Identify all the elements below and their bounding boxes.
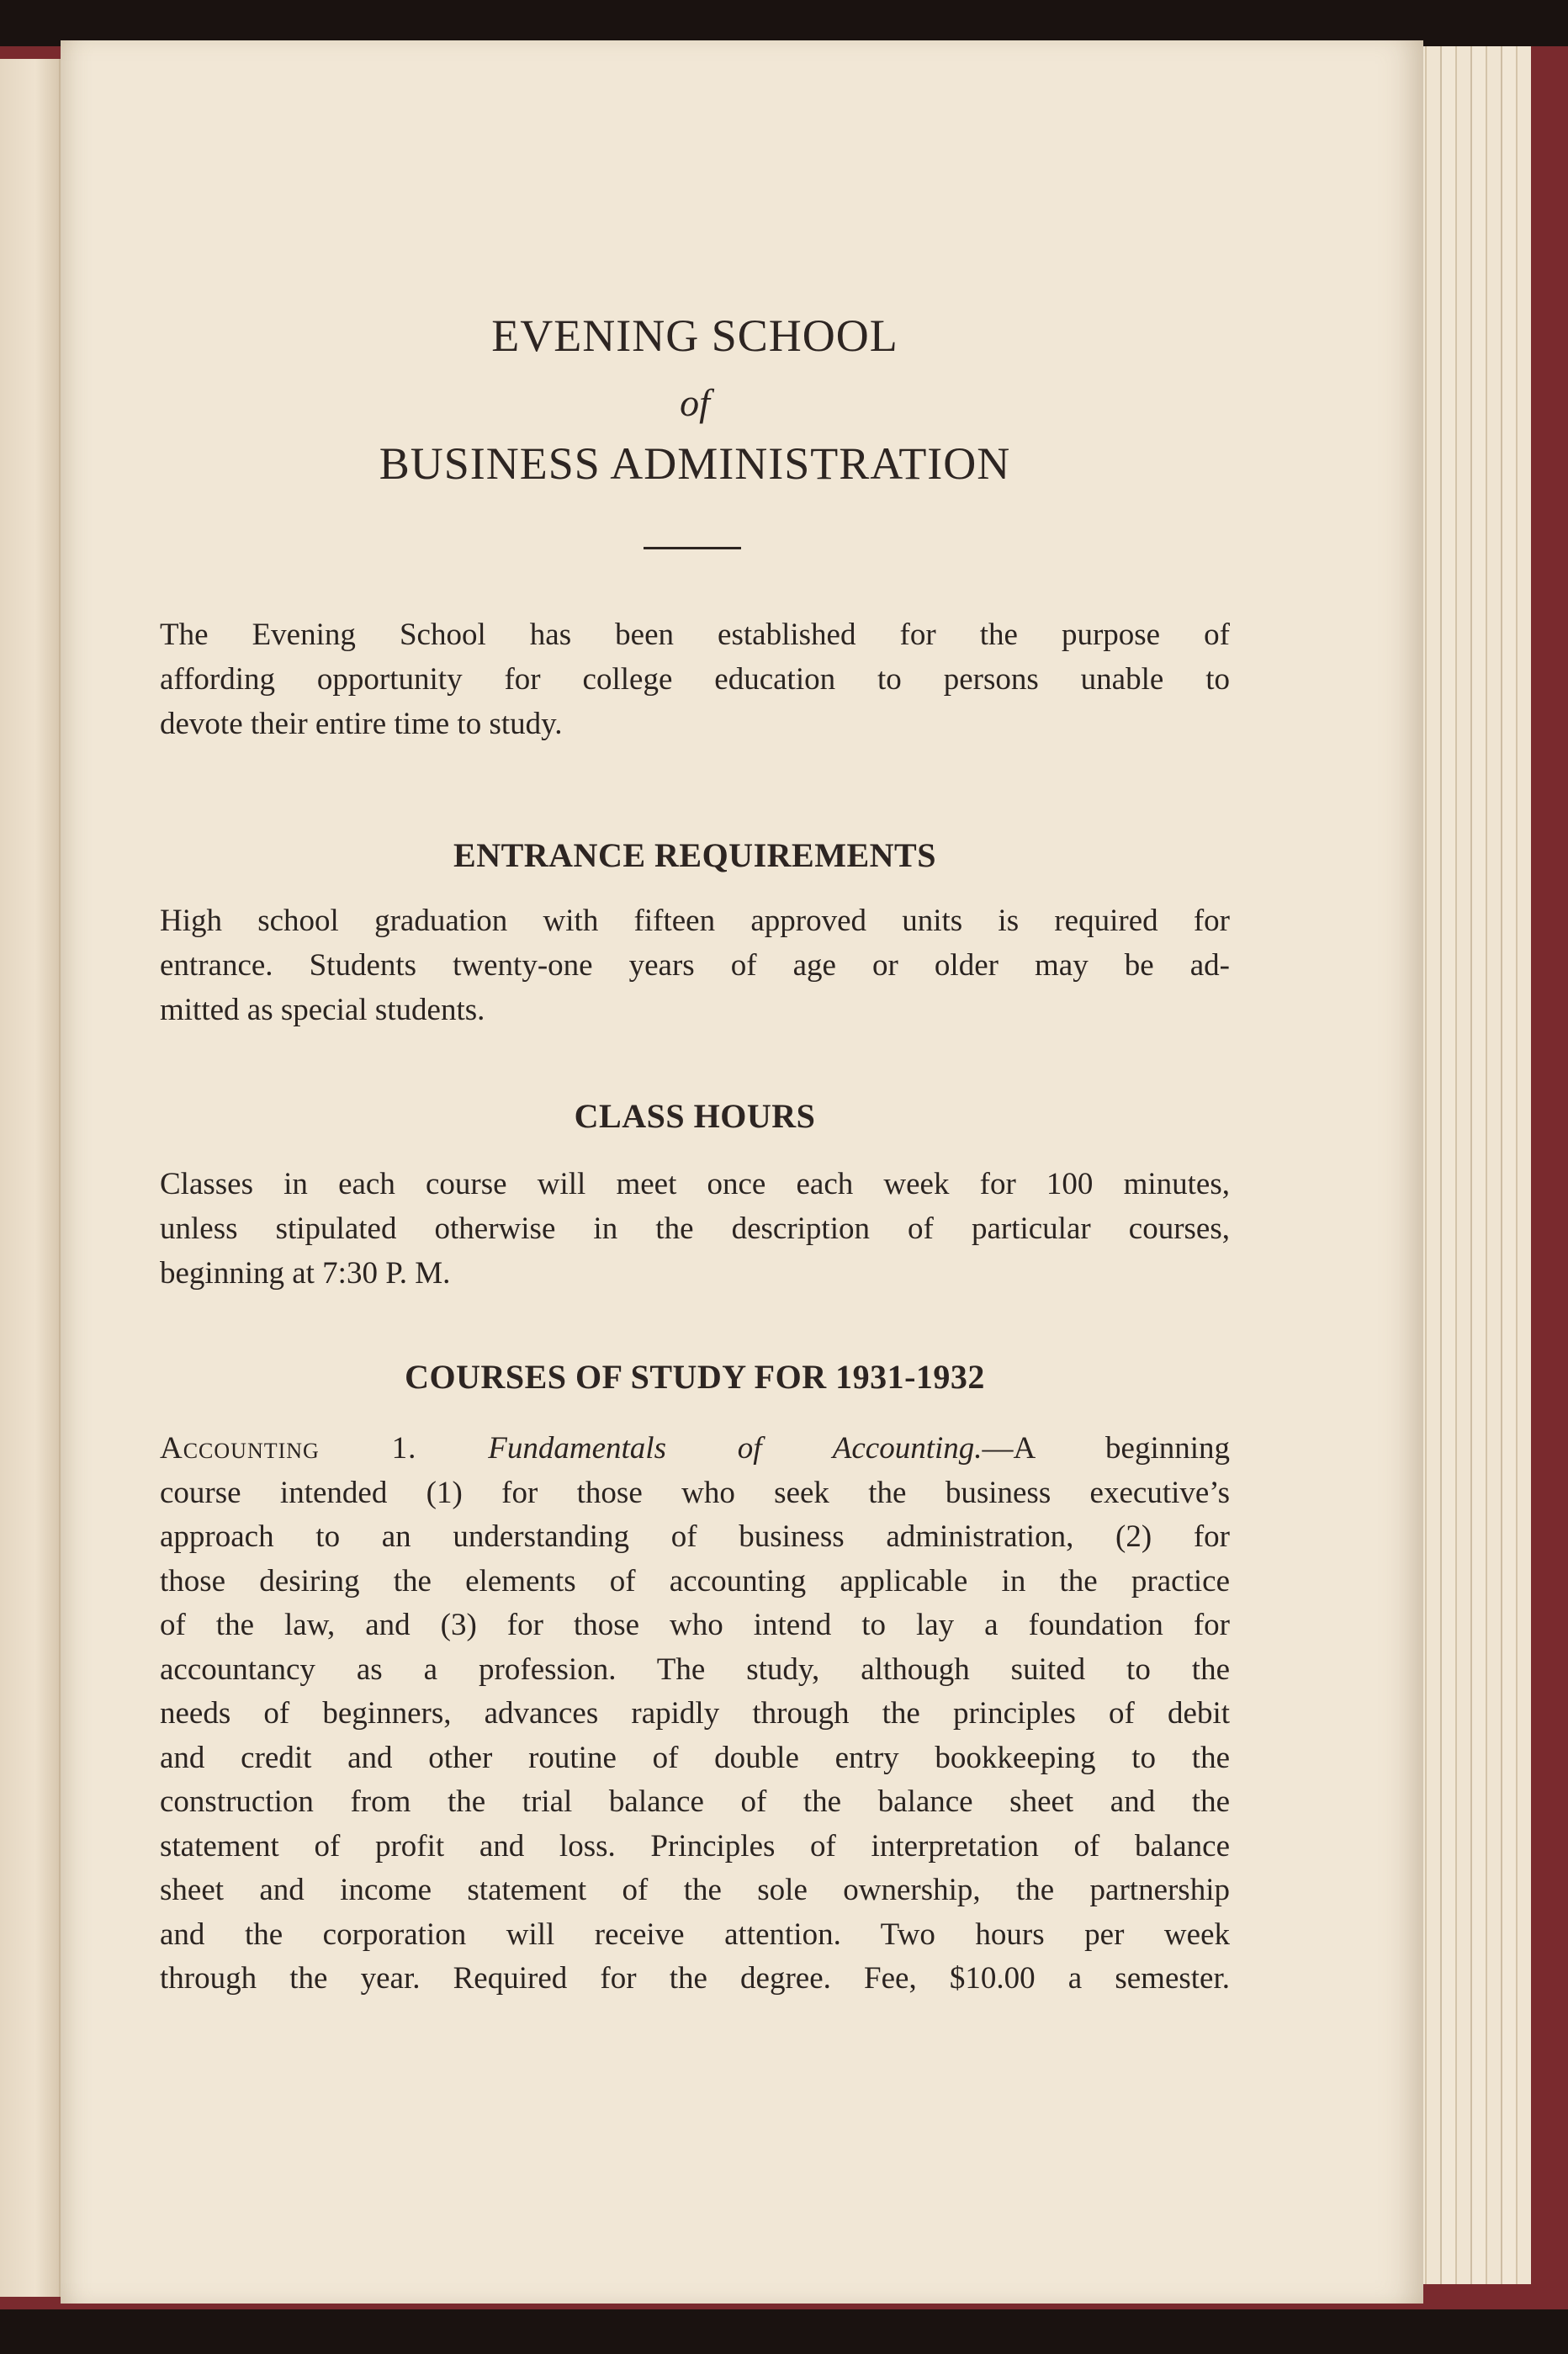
course-line: approach to an understanding of business administration, (2) for <box>160 1519 1230 1554</box>
class-hours-line: beginning at 7:30 P. M. <box>160 1256 451 1291</box>
course-first-line <box>160 1427 1230 1471</box>
courses-heading: COURSES OF STUDY FOR 1931-1932 <box>405 1358 985 1396</box>
intro-line: The Evening School has been established for the purpose of <box>160 618 1230 652</box>
class-hours-line: unless stipulated otherwise in the description of particular courses, <box>160 1211 1230 1246</box>
entrance-line: mitted as special students. <box>160 993 485 1027</box>
course-label: Accounting 1. <box>160 1431 417 1466</box>
entrance-line: entrance. Students twenty-one years of age or older may be ad- <box>160 948 1230 983</box>
course-line: needs of beginners, advances rapidly through the principles of debit <box>160 1696 1230 1731</box>
course-line: statement of profit and loss. Principles of interpretation of balance <box>160 1828 1230 1864</box>
course-line: construction from the trial balance of the balance sheet and the <box>160 1784 1230 1819</box>
intro-line: affording opportunity for college education to persons unable to <box>160 662 1230 697</box>
intro-paragraph <box>160 612 1230 746</box>
title-line-2: BUSINESS ADMINISTRATION <box>379 438 1011 489</box>
entrance-heading: ENTRANCE REQUIREMENTS <box>453 836 936 874</box>
title-of: of <box>680 381 710 424</box>
cover-right-edge <box>1531 46 1568 2309</box>
course-line: accountancy as a profession. The study, although suited to the <box>160 1652 1230 1687</box>
class-hours-line: Classes in each course will meet once each week for 100 minutes, <box>160 1167 1230 1201</box>
course-line: course intended (1) for those who seek the business executive’s <box>160 1475 1230 1510</box>
entrance-line: High school graduation with fifteen approved units is required for <box>160 904 1230 938</box>
title-rule <box>644 547 741 549</box>
course-line: those desiring the elements of accounting applicable in the practice <box>160 1563 1230 1598</box>
course-line: through the year. Required for the degree. Fee, $10.00 a semester. <box>160 1961 1230 1996</box>
class-hours-heading: CLASS HOURS <box>574 1097 816 1135</box>
course-line: and the corporation will receive attention. Two hours per week <box>160 1917 1230 1952</box>
course-line: sheet and income statement of the sole ownership, the partnership <box>160 1873 1230 1907</box>
book-page <box>61 40 1423 2304</box>
course-line: and credit and other routine of double entry bookkeeping to the <box>160 1740 1230 1775</box>
entrance-paragraph <box>160 899 1230 1032</box>
course-line: of the law, and (3) for those who intend to lay a foundation for <box>160 1608 1230 1642</box>
course-description <box>160 1427 1230 2001</box>
course-first-line-rest: —A beginning <box>982 1431 1231 1466</box>
intro-line: devote their entire time to study. <box>160 707 563 741</box>
facing-page-edge <box>0 59 61 2297</box>
title-line-1: EVENING SCHOOL <box>491 310 898 361</box>
course-title: Fundamentals of Accounting. <box>488 1431 983 1466</box>
class-hours-paragraph <box>160 1162 1230 1296</box>
